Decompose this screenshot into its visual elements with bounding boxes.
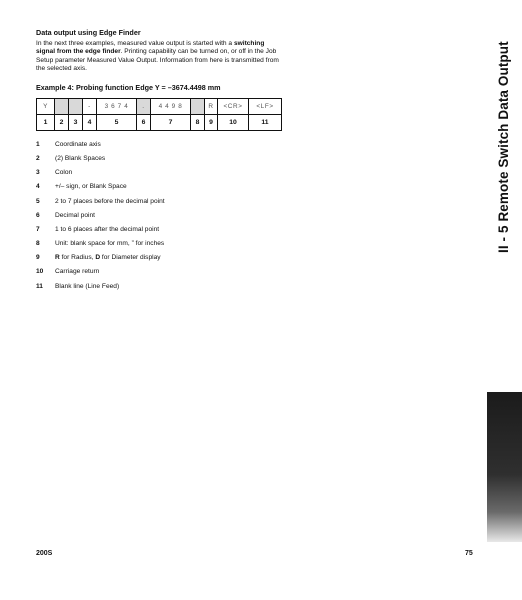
output-format-table xyxy=(36,98,282,131)
format-cell: . xyxy=(137,99,151,115)
legend-item xyxy=(36,237,282,251)
legend-number: 9 xyxy=(36,254,40,262)
legend-list xyxy=(36,137,282,293)
format-cell: <CR> xyxy=(218,99,249,115)
legend-bold-d: D xyxy=(95,254,101,262)
legend-item xyxy=(36,180,282,194)
intro-text-1: In the next three examples, measured value output is started with a xyxy=(36,40,234,47)
footer-model: 200S xyxy=(36,550,53,557)
format-number: 6 xyxy=(137,115,151,131)
legend-number: 10 xyxy=(36,268,44,276)
legend-item xyxy=(36,265,282,279)
format-number: 1 xyxy=(37,115,55,131)
example-title: Example 4: Probing function Edge Y = –3674.4498 mm xyxy=(36,83,221,93)
format-number: 5 xyxy=(97,115,137,131)
legend-item xyxy=(36,151,282,165)
legend-text: Blank line (Line Feed) xyxy=(55,282,120,290)
format-numbers-row xyxy=(37,115,282,131)
legend-item xyxy=(36,166,282,180)
legend-bold-r: R xyxy=(55,254,60,262)
format-cell: R xyxy=(205,99,218,115)
legend-text: (2) Blank Spaces xyxy=(55,154,106,162)
legend-text: Carriage return xyxy=(55,268,100,276)
intro-text-2: . Printing capability can be turned on, or off in the Job Setup parameter Measured Value Output. Information from here is transmitted from the selected axis. xyxy=(36,48,279,72)
format-cell: 3 6 7 4 xyxy=(97,99,137,115)
legend-text: Unit: blank space for mm, ” for inches xyxy=(55,240,165,248)
format-cell: 4 4 9 8 xyxy=(151,99,191,115)
format-cell: <LF> xyxy=(249,99,282,115)
legend-text: 1 to 6 places after the decimal point xyxy=(55,225,160,233)
legend-item xyxy=(36,251,282,265)
format-number: 4 xyxy=(83,115,97,131)
legend-item xyxy=(36,137,282,151)
legend-number: 2 xyxy=(36,154,40,162)
format-number: 11 xyxy=(249,115,282,131)
format-number: 3 xyxy=(69,115,83,131)
legend-item xyxy=(36,222,282,236)
page-number: 75 xyxy=(465,550,473,557)
format-cell xyxy=(191,99,205,115)
legend-item xyxy=(36,208,282,222)
legend-text: Colon xyxy=(55,169,73,177)
legend-number: 1 xyxy=(36,140,40,148)
format-number: 2 xyxy=(55,115,69,131)
page-content xyxy=(36,28,282,293)
format-number: 8 xyxy=(191,115,205,131)
legend-number: 11 xyxy=(36,282,43,290)
format-number: 10 xyxy=(218,115,249,131)
format-cell xyxy=(55,99,69,115)
legend-number: 4 xyxy=(36,183,40,191)
side-chapter-title: II - 5 Remote Switch Data Output xyxy=(496,41,511,253)
format-number: 7 xyxy=(151,115,191,131)
intro-bold: switching signal from the edge finder xyxy=(36,40,265,56)
legend-number: 5 xyxy=(36,197,40,205)
intro-paragraph xyxy=(36,40,282,73)
legend-text: +/– sign, or Blank Space xyxy=(55,183,127,191)
legend-text: 2 to 7 places before the decimal point xyxy=(55,197,165,205)
legend-text-mid: for Radius, xyxy=(59,254,96,262)
legend-number: 6 xyxy=(36,211,40,219)
chapter-tab xyxy=(487,392,522,542)
format-cell: - xyxy=(83,99,97,115)
legend-text xyxy=(55,254,161,261)
legend-text: Decimal point xyxy=(55,211,95,219)
legend-number: 7 xyxy=(36,225,40,233)
format-cell: Y xyxy=(37,99,55,115)
format-cell xyxy=(69,99,83,115)
format-values-row xyxy=(37,99,282,115)
legend-text-end: for Diameter display xyxy=(100,254,161,262)
section-heading: Data output using Edge Finder xyxy=(36,28,141,37)
legend-number: 8 xyxy=(36,240,40,248)
legend-item xyxy=(36,279,282,293)
legend-number: 3 xyxy=(36,169,40,177)
legend-text: Coordinate axis xyxy=(55,140,101,148)
legend-item xyxy=(36,194,282,208)
format-number: 9 xyxy=(205,115,218,131)
